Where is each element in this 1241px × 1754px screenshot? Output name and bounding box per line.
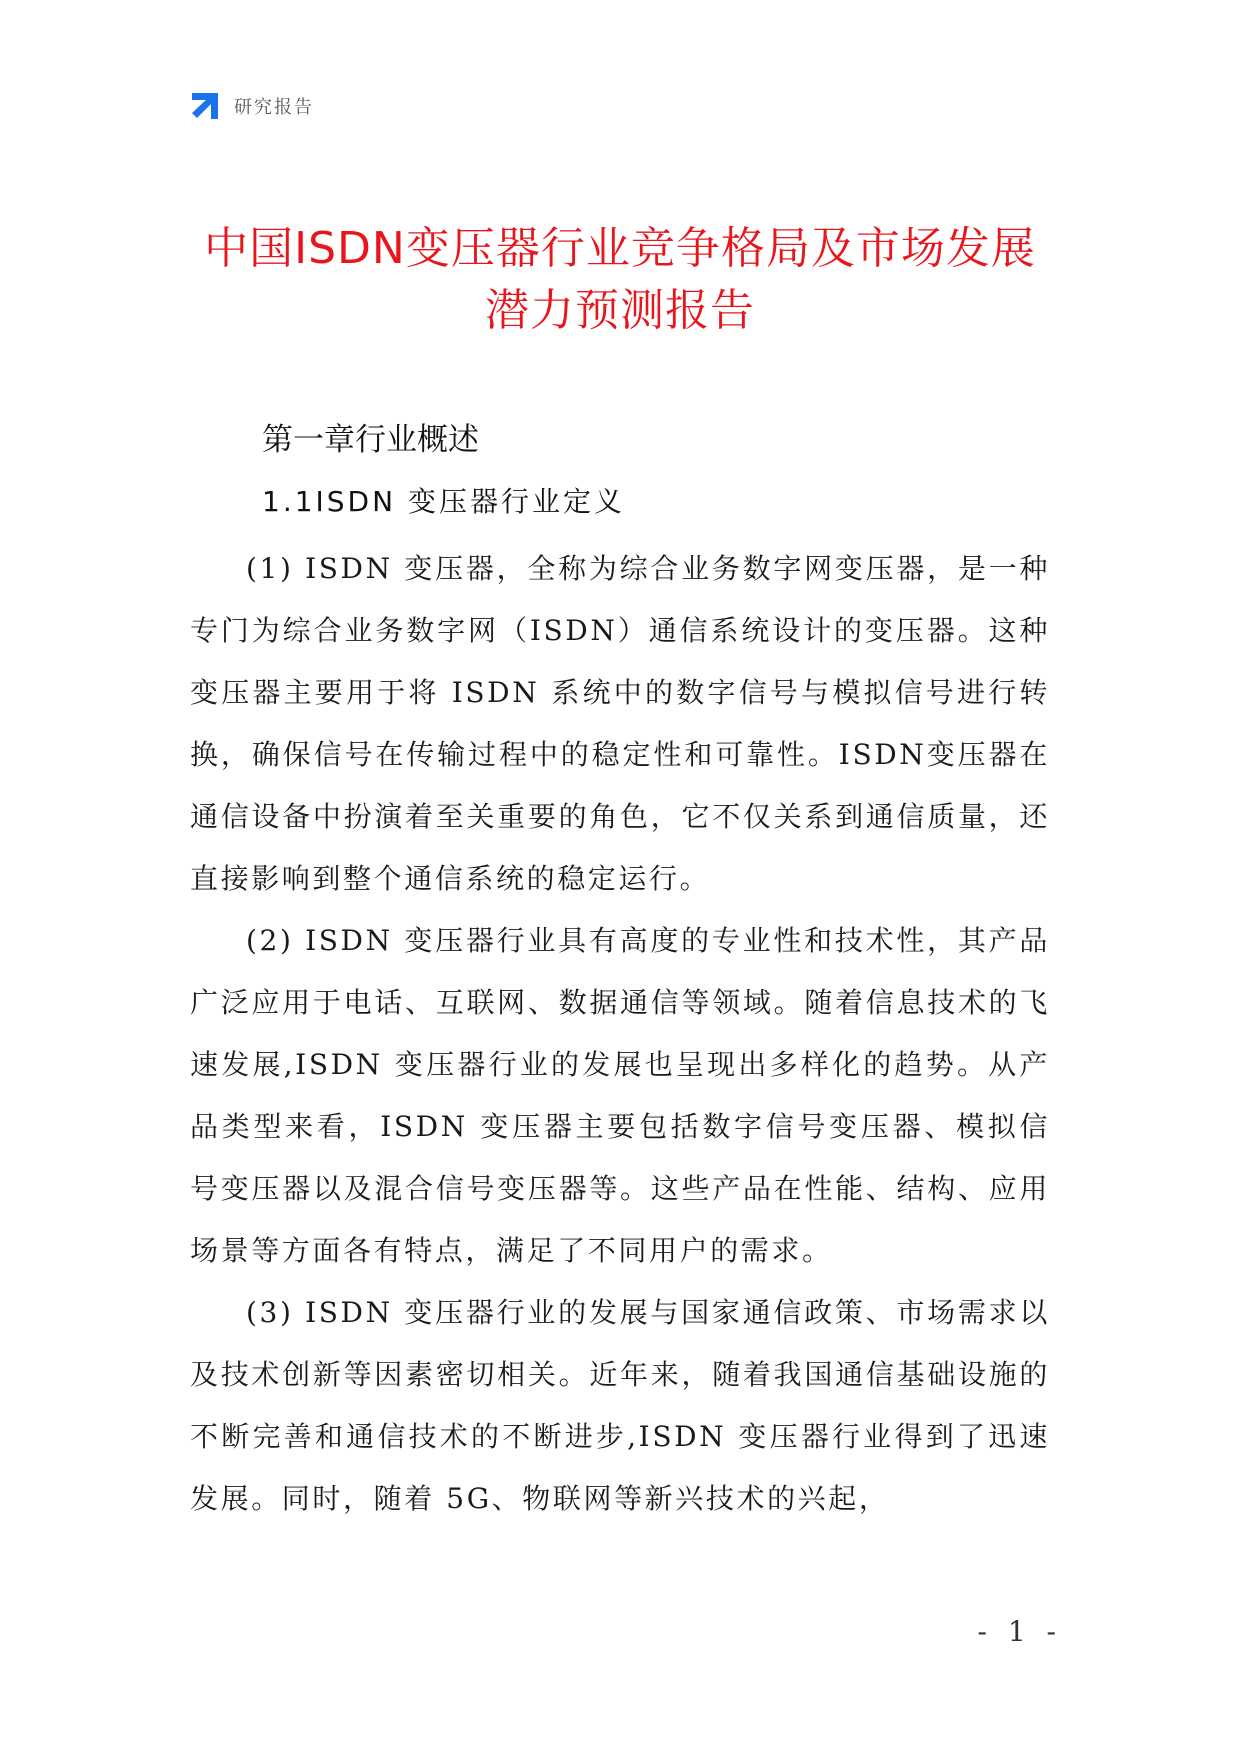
body-text [190,538,1050,1530]
arrow-up-right-icon [188,89,222,123]
chapter-heading: 第一章行业概述 [262,422,479,458]
paragraph-3: (3) ISDN 变压器行业的发展与国家通信政策、市场需求以及技术创新等因素密切相关。近年来，随着我国通信基础设施的不断完善和通信技术的不断进步,ISDN 变压器行业得到了迅速发展。同时，随着 5G、物联网等新兴技术的兴起， [190,1296,1050,1515]
title-line-1: 中国ISDN变压器行业竞争格局及市场发展 [204,223,1036,274]
paragraph-2: (2) ISDN 变压器行业具有高度的专业性和技术性，其产品广泛应用于电话、互联网、数据通信等领域。随着信息技术的飞速发展,ISDN 变压器行业的发展也呈现出多样化的趋势。从产品类型来看，ISDN 变压器主要包括数字信号变压器、模拟信号变压器以及混合信号变压器等。这些产品在性能、结构、应用场景等方面各有特点，满足了不同用户的需求。 [190,924,1050,1267]
document-title [150,218,1090,342]
paragraph-1: (1) ISDN 变压器，全称为综合业务数字网变压器，是一种专门为综合业务数字网（ISDN）通信系统设计的变压器。这种变压器主要用于将 ISDN 系统中的数字信号与模拟信号进行转换，确保信号在传输过程中的稳定性和可靠性。ISDN变压器在通信设备中扮演着至关重要的角色，它不仅关系到通信质量，还直接影响到整个通信系统的稳定运行。 [190,552,1050,895]
title-line-2: 潜力预测报告 [485,285,755,336]
report-header [188,88,314,124]
section-heading: 1.1ISDN 变压器行业定义 [262,485,625,518]
header-label: 研究报告 [234,97,314,118]
page-number: - 1 - [977,1615,1062,1648]
